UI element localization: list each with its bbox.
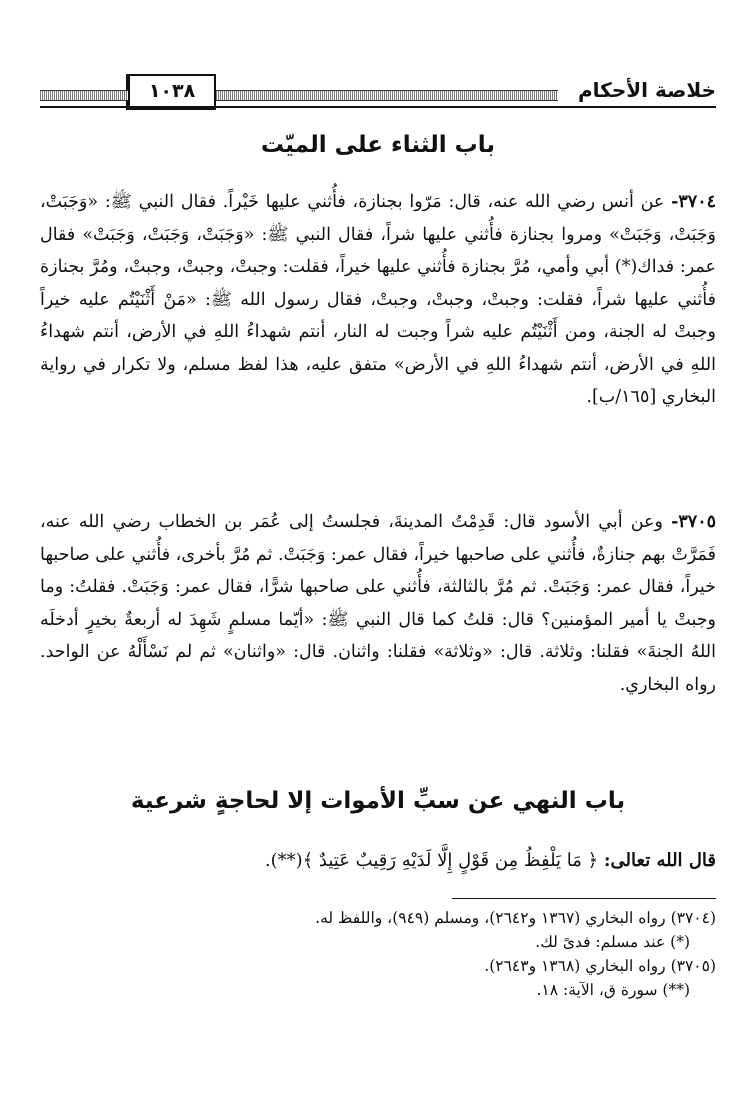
footnotes	[40, 906, 716, 1002]
page-number: ١٠٣٨	[148, 80, 196, 102]
hadith-number: ٣٧٠٥-	[671, 512, 716, 532]
quran-verse-quote	[40, 846, 716, 876]
header-decorative-rule-left	[40, 90, 128, 101]
footnote: (**) سورة ق، الآية: ١٨.	[536, 981, 690, 999]
hadith-text: وعن أبي الأسود قال: قَدِمْتُ المدينةَ، فجلستُ إلى عُمَر بن الخطاب رضي الله عنه، فَمَرَّتْ بهم جنازةٌ، فأُثني على صاحبها خيراً، فقال عمر: وَجَبَتْ. ثم مُرَّ بأخرى، فأُثني على صاحبها خيراً، فقال عمر: وَجَبَتْ. ثم مُرَّ بالثالثة، فأُثني على صاحبها شرًّا، فقال عمر: وَجَبَتْ. فقلتُ: وما وجبتْ يا أمير المؤمنين؟ قال: قلتُ كما قال النبي ﷺ: «أيّما مسلمٍ شَهِدَ له أربعةٌ بخيرٍ أدخلَه اللهُ الجنةَ» فقلنا: وثلاثة. قال: «وثلاثة» فقلنا: واثنان. قال: «واثنان» ثم لم نَسْأَلْهُ عن الواحد. رواه البخاري.	[40, 512, 716, 695]
chapter-heading-praising-deceased: باب الثناء على الميّت	[260, 132, 496, 158]
footnote: (٣٧٠٤) رواه البخاري (١٣٦٧ و٢٦٤٢)، ومسلم (٩٤٩)، واللفظ له.	[315, 909, 716, 927]
running-header	[40, 78, 716, 116]
header-title: خلاصة الأحكام	[578, 78, 716, 102]
footnote-separator	[452, 898, 716, 899]
hadith-3704	[40, 186, 716, 414]
footnote: (٣٧٠٥) رواه البخاري (١٣٦٨ و٢٦٤٣).	[484, 957, 716, 975]
chapter-heading-prohibition-insulting-dead: باب النهي عن سبِّ الأموات إلا لحاجةٍ شرعية	[130, 788, 626, 814]
hadith-3705	[40, 506, 716, 701]
page-number-box	[126, 74, 216, 110]
verse-label: قال الله تعالى:	[603, 850, 716, 871]
header-decorative-rule	[212, 90, 558, 101]
verse-text: ﴿ مَا يَلْفِظُ مِن قَوْلٍ إِلَّا لَدَيْهِ رَقِيبٌ عَتِيدٌ ﴾(**).	[264, 850, 599, 871]
hadith-text: عن أنس رضي الله عنه، قال: مَرّوا بجنازة، فأُثني عليها خَيْراً. فقال النبي ﷺ: «وَجَبَتْ، وَجَبَتْ، وَجَبَتْ» ومروا بجنازة فأُثني عليها شراً، فقال النبي ﷺ: «وَجَبَتْ، وَجَبَتْ، وَجَبَتْ» فقال عمر: فداك(*) أبي وأمي، مُرَّ بجنازة فأُثني عليها خيراً، فقلت: وجبتْ، وجبتْ، وجبتْ، ومُرَّ بجنازة فأُثني عليها شراً، فقلت: وجبتْ، وجبتْ، وجبتْ، فقال رسول الله ﷺ: «مَنْ أَثْنَيْتُم عليه خيراً وجبتْ له الجنة، ومن أَثْنَيْتُم عليه شراً وجبت له النار، أنتم شهداءُ اللهِ في الأرض، أنتم شهداءُ اللهِ في الأرض، أنتم شهداءُ اللهِ في الأرض» متفق عليه، هذا لفظ مسلم، ولا تكرار في رواية البخاري [١٦٥/ب].	[40, 192, 716, 407]
footnote: (*) عند مسلم: فدىً لك.	[535, 933, 690, 951]
hadith-number: ٣٧٠٤-	[671, 192, 716, 212]
header-underline	[40, 106, 716, 108]
